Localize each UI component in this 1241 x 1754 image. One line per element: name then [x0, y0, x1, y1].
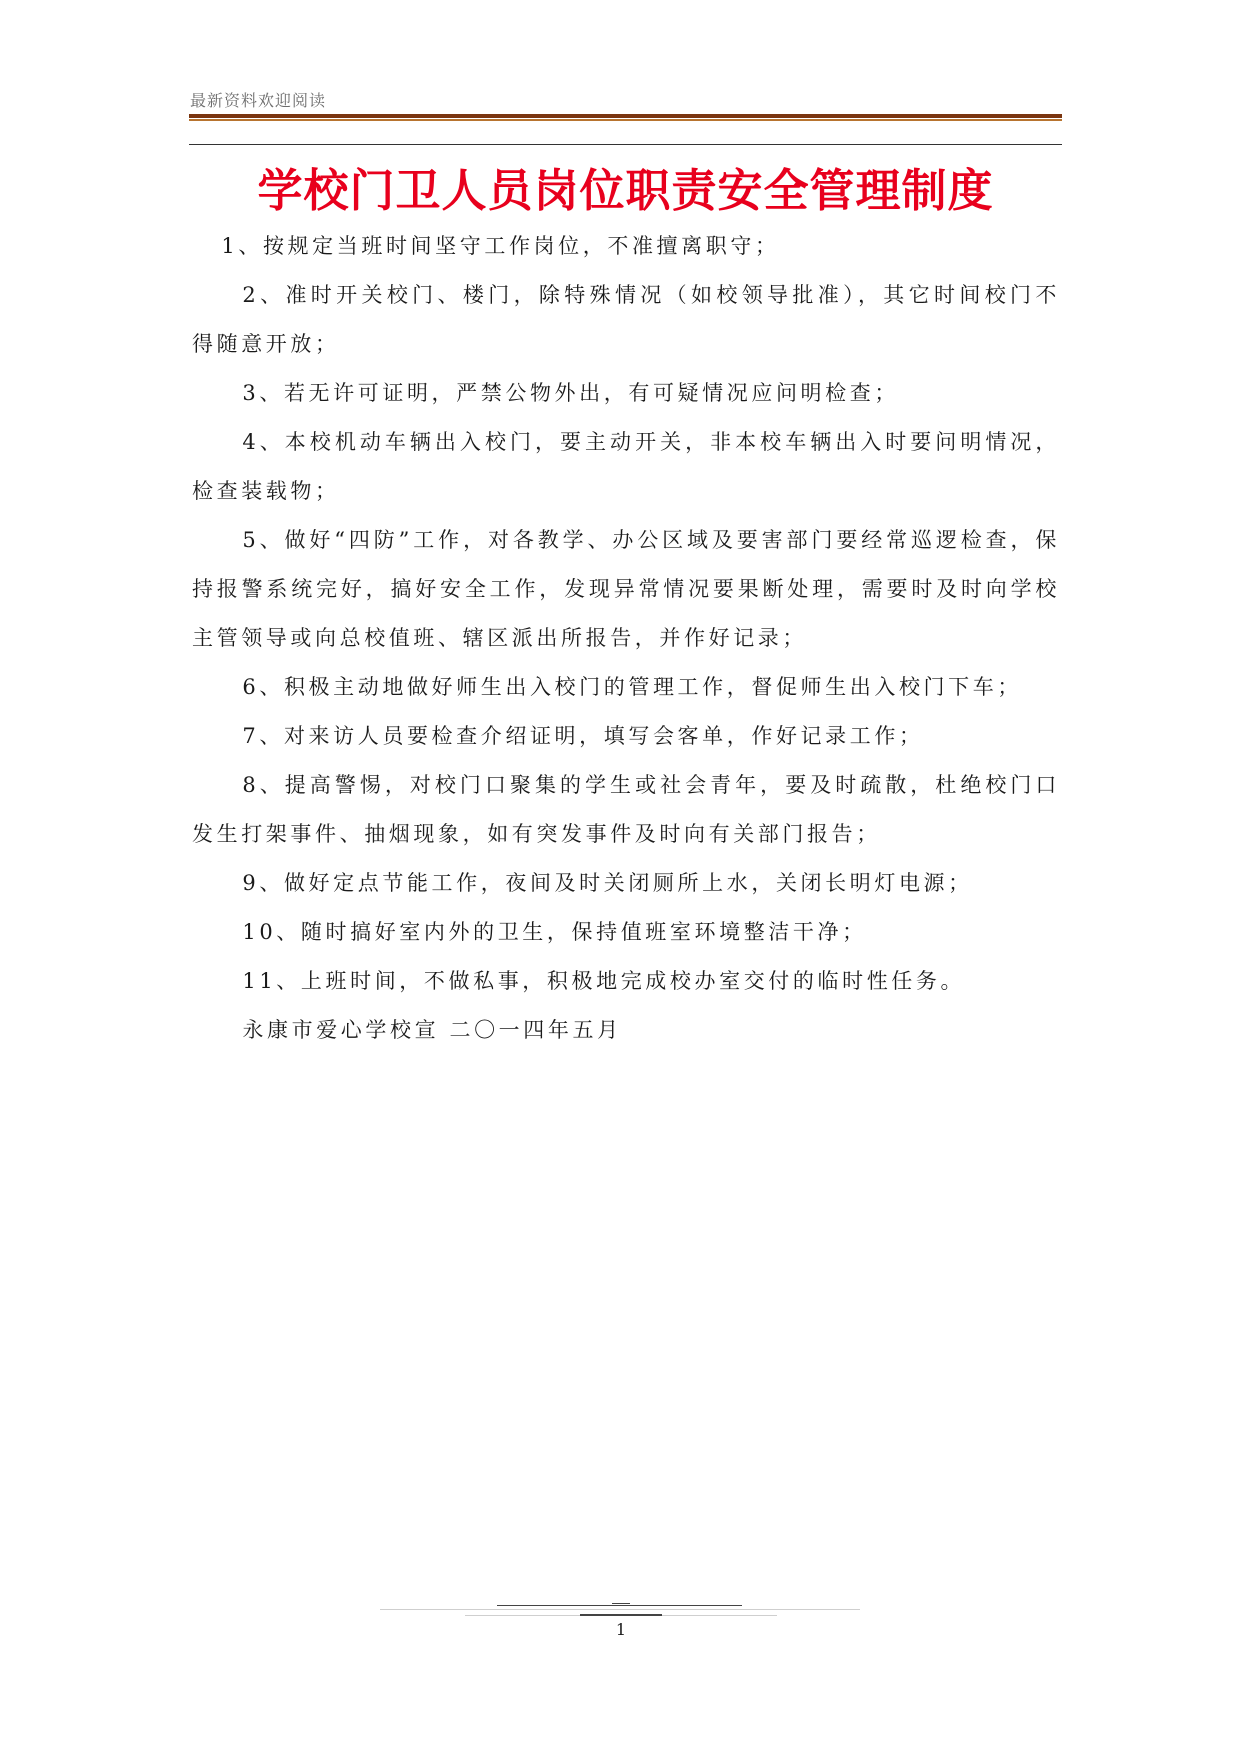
- header-rule-thick: [189, 114, 1062, 118]
- footer-rule: [612, 1603, 630, 1604]
- rule-item-5: 5、做好“四防”工作，对各教学、办公区域及要害部门要经常巡逻检查，保持报警系统完好，搞好安全工作，发现异常情况要果断处理，需要时及时向学校主管领导或向总校值班、辖区派出所报告，并作好记录；: [192, 528, 1060, 650]
- document-body: [192, 222, 1060, 1055]
- page-header-text: 最新资料欢迎阅读: [190, 91, 327, 110]
- header-rule-accent: [189, 119, 1062, 121]
- footer-rule: [580, 1614, 662, 1616]
- rule-item-11: 11、上班时间，不做私事，积极地完成校办室交付的临时性任务。: [242, 969, 966, 993]
- rule-item-1: 1、按规定当班时间坚守工作岗位，不准擅离职守；: [221, 234, 780, 258]
- footer-rule: [497, 1605, 742, 1606]
- rule-item-9: 9、做好定点节能工作，夜间及时关闭厕所上水，关闭长明灯电源；: [242, 871, 973, 895]
- rule-item-3: 3、若无许可证明，严禁公物外出，有可疑情况应问明检查；: [242, 381, 899, 405]
- rule-item-6: 6、积极主动地做好师生出入校门的管理工作，督促师生出入校门下车；: [242, 675, 1022, 699]
- rule-item-2: 2、准时开关校门、楼门，除特殊情况（如校领导批准），其它时间校门不得随意开放；: [192, 283, 1060, 356]
- document-title: 学校门卫人员岗位职责安全管理制度: [257, 164, 994, 217]
- rule-item-8: 8、提高警惕，对校门口聚集的学生或社会青年，要及时疏散，杜绝校门口发生打架事件、抽烟现象，如有突发事件及时向有关部门报告；: [192, 773, 1060, 846]
- footer-rule: [380, 1609, 860, 1610]
- document-signature: 永康市爱心学校宣 二〇一四年五月: [242, 1018, 622, 1042]
- header-rule-thin: [189, 144, 1062, 145]
- rule-item-7: 7、对来访人员要检查介绍证明，填写会客单，作好记录工作；: [242, 724, 924, 748]
- rule-item-10: 10、随时搞好室内外的卫生，保持值班室环境整洁干净；: [242, 920, 867, 944]
- page-number: 1: [615, 1620, 627, 1639]
- rule-item-4: 4、本校机动车辆出入校门，要主动开关，非本校车辆出入时要问明情况，检查装载物；: [192, 430, 1060, 503]
